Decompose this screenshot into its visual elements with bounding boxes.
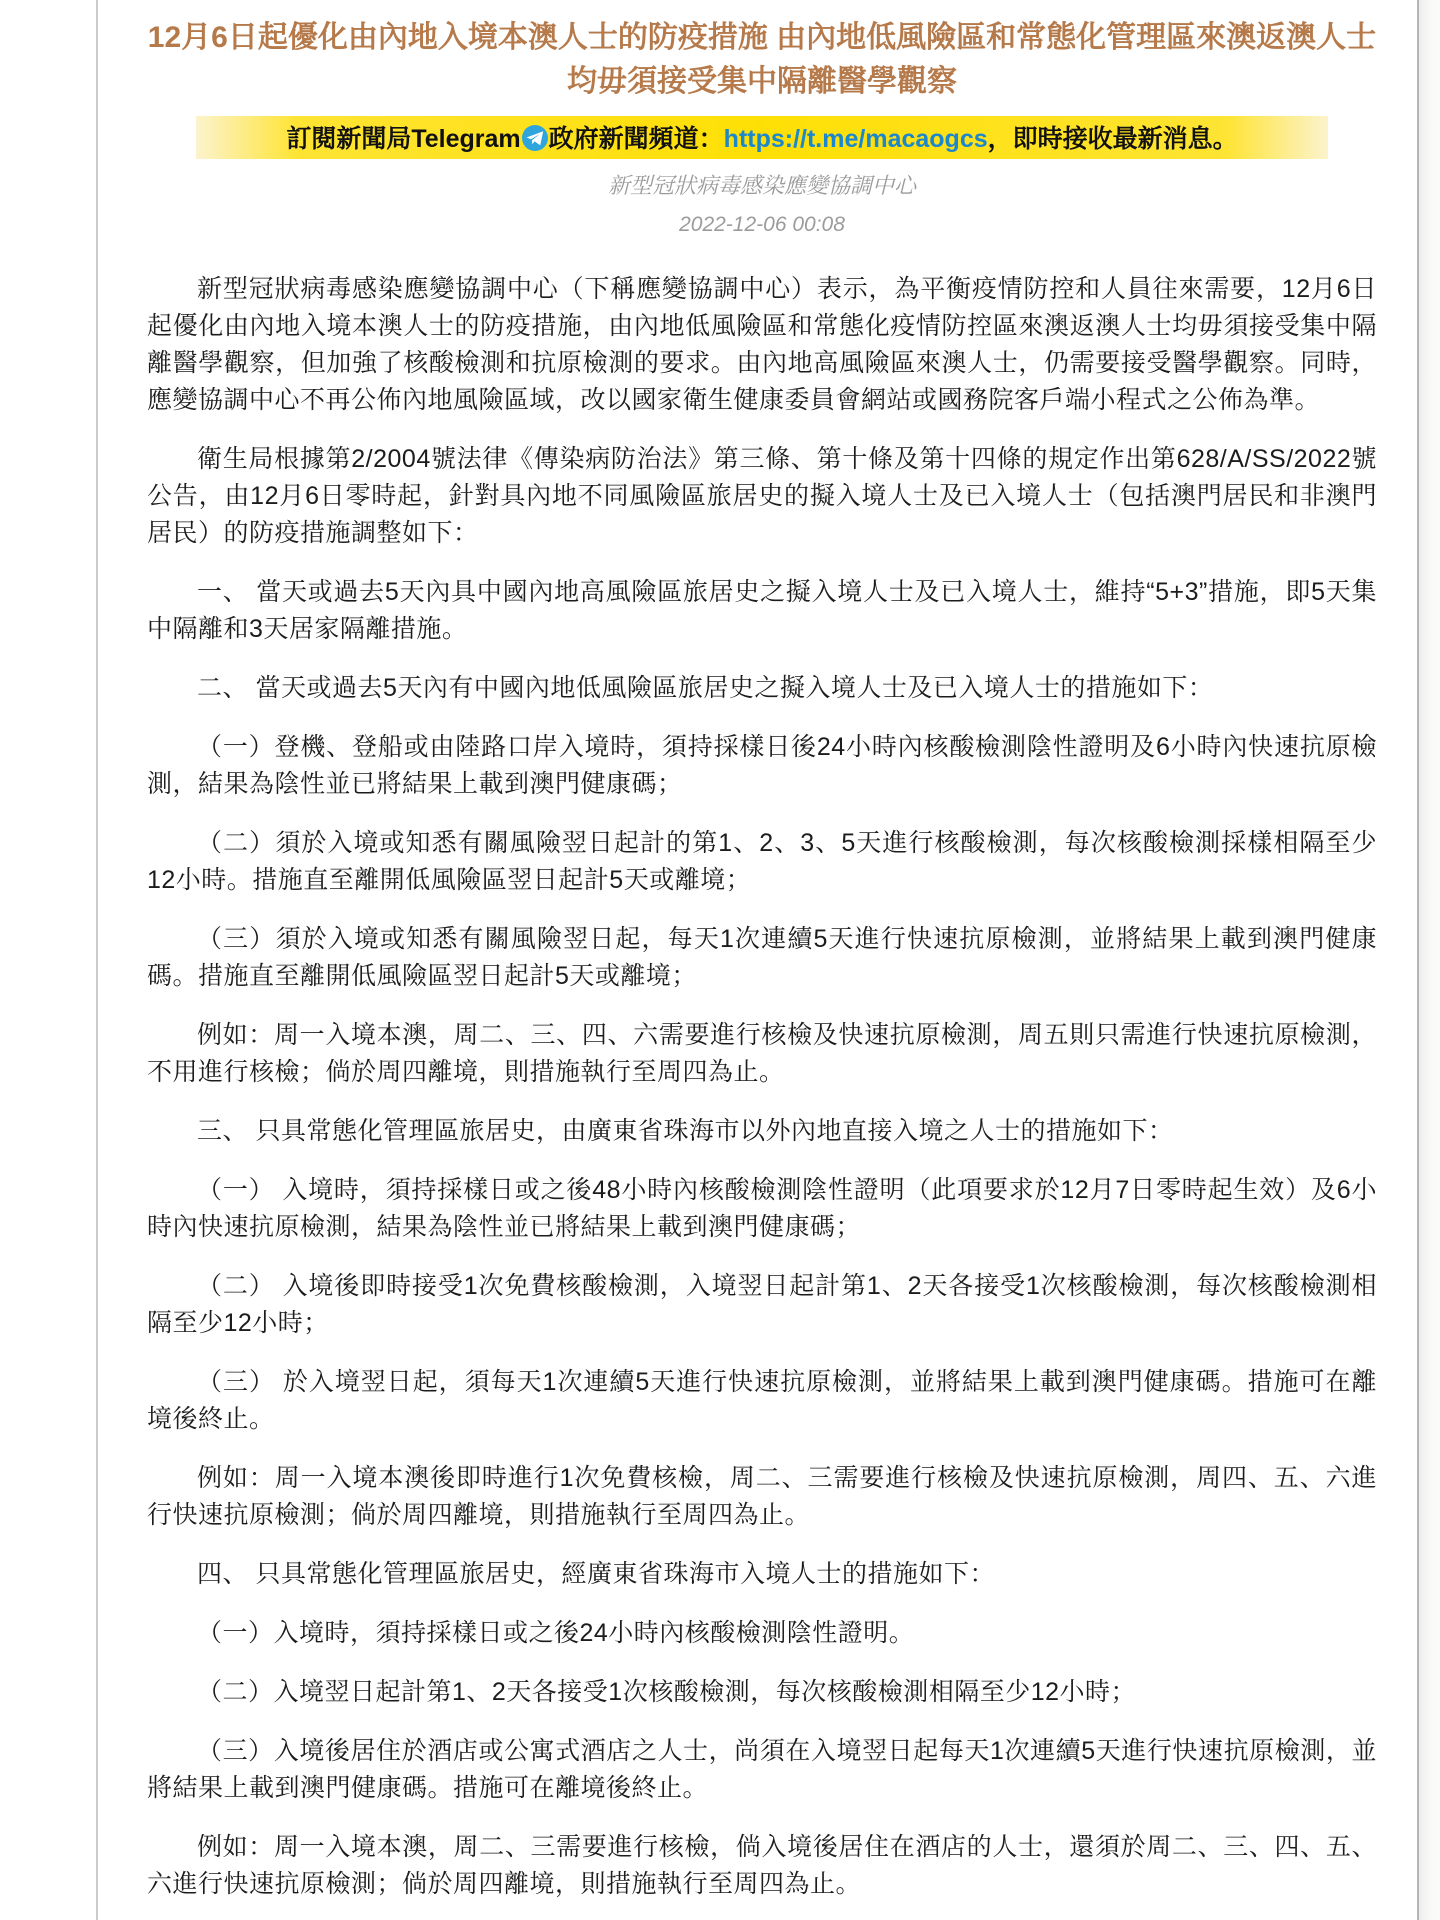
paragraph: 四、 只具常態化管理區旅居史，經廣東省珠海市入境人士的措施如下： bbox=[197, 1560, 995, 1588]
paragraph: 例如：周一入境本澳，周二、三需要進行核檢，倘入境後居住在酒店的人士，還須於周二、三、四、五、六進行快速抗原檢測；倘於周四離境，則措施執行至周四為止。 bbox=[147, 1833, 1377, 1898]
banner-text-after: 政府新聞頻道： bbox=[548, 125, 724, 153]
paragraph: 例如：周一入境本澳後即時進行1次免費核檢，周二、三需要進行核檢及快速抗原檢測，周四、五、六進行快速抗原檢測；倘於周四離境，則措施執行至周四為止。 bbox=[147, 1464, 1377, 1529]
paragraph: 一、 當天或過去5天內具中國內地高風險區旅居史之擬入境人士及已入境人士，維持“5+3”措施，即5天集中隔離和3天居家隔離措施。 bbox=[147, 578, 1377, 643]
telegram-icon bbox=[522, 125, 548, 151]
source-line: 新型冠狀病毒感染應變協調中心 bbox=[607, 173, 916, 198]
paragraph: （一）登機、登船或由陸路口岸入境時，須持採樣日後24小時內核酸檢測陰性證明及6小時內快速抗原檢測，結果為陰性並已將結果上載到澳門健康碼； bbox=[147, 733, 1377, 798]
telegram-channel-link[interactable]: https://t.me/macaogcs bbox=[723, 125, 988, 153]
paragraph: （二）入境翌日起計第1、2天各接受1次核酸檢測，每次核酸檢測相隔至少12小時； bbox=[197, 1678, 1137, 1706]
left-margin bbox=[0, 0, 98, 1920]
paragraph: （三）入境後居住於酒店或公寓式酒店之人士，尚須在入境翌日起每天1次連續5天進行快速抗原檢測，並將結果上載到澳門健康碼。措施可在離境後終止。 bbox=[147, 1737, 1377, 1802]
article bbox=[98, 0, 1419, 1920]
paragraph: （三）須於入境或知悉有關風險翌日起，每天1次連續5天進行快速抗原檢測，並將結果上載到澳門健康碼。措施直至離開低風險區翌日起計5天或離境； bbox=[147, 925, 1377, 990]
banner-text-suffix: ，即時接收最新消息。 bbox=[987, 125, 1238, 153]
paragraph: 衛生局根據第2/2004號法律《傳染病防治法》第三條、第十條及第十四條的規定作出第628/A/SS/2022號公告，由12月6日零時起，針對具內地不同風險區旅居史的擬入境人士及已入境人士（包括澳門居民和非澳門居民）的防疫措施調整如下： bbox=[147, 445, 1377, 547]
paragraph: （一） 入境時，須持採樣日或之後48小時內核酸檢測陰性證明（此項要求於12月7日零時起生效）及6小時內快速抗原檢測，結果為陰性並已將結果上載到澳門健康碼； bbox=[147, 1176, 1377, 1241]
article-body bbox=[147, 271, 1377, 1903]
paragraph: 新型冠狀病毒感染應變協調中心（下稱應變協調中心）表示，為平衡疫情防控和人員往來需要，12月6日起優化由內地入境本澳人士的防疫措施，由內地低風險區和常態化疫情防控區來澳返澳人士均毋須接受集中隔離醫學觀察，但加強了核酸檢測和抗原檢測的要求。由內地高風險區來澳人士，仍需要接受醫學觀察。同時，應變協調中心不再公佈內地風險區域，改以國家衛生健康委員會網站或國務院客戶端小程式之公佈為準。 bbox=[147, 275, 1377, 414]
paragraph: （二）須於入境或知悉有關風險翌日起計的第1、2、3、5天進行核酸檢測，每次核酸檢測採樣相隔至少12小時。措施直至離開低風險區翌日起計5天或離境； bbox=[147, 829, 1377, 894]
article-title: 12月6日起優化由內地入境本澳人士的防疫措施 由內地低風險區和常態化管理區來澳返澳人士均毋須接受集中隔離醫學觀察 bbox=[147, 21, 1377, 98]
paragraph: 二、 當天或過去5天內有中國內地低風險區旅居史之擬入境人士及已入境人士的措施如下： bbox=[197, 674, 1214, 702]
banner-text-before: 訂閱新聞局Telegram bbox=[286, 125, 521, 153]
paragraph: （一）入境時，須持採樣日或之後24小時內核酸檢測陰性證明。 bbox=[197, 1619, 915, 1647]
paragraph: （三） 於入境翌日起，須每天1次連續5天進行快速抗原檢測，並將結果上載到澳門健康碼。措施可在離境後終止。 bbox=[147, 1368, 1377, 1433]
publish-date: 2022-12-06 00:08 bbox=[679, 213, 845, 236]
right-margin bbox=[1419, 0, 1440, 1920]
paragraph: 例如：周一入境本澳，周二、三、四、六需要進行核檢及快速抗原檢測，周五則只需進行快速抗原檢測，不用進行核檢；倘於周四離境，則措施執行至周四為止。 bbox=[147, 1021, 1377, 1086]
paragraph: 三、 只具常態化管理區旅居史，由廣東省珠海市以外內地直接入境之人士的措施如下： bbox=[197, 1117, 1174, 1145]
paragraph: （二） 入境後即時接受1次免費核酸檢測，入境翌日起計第1、2天各接受1次核酸檢測，每次核酸檢測相隔至少12小時； bbox=[147, 1272, 1377, 1337]
telegram-banner bbox=[196, 116, 1328, 159]
